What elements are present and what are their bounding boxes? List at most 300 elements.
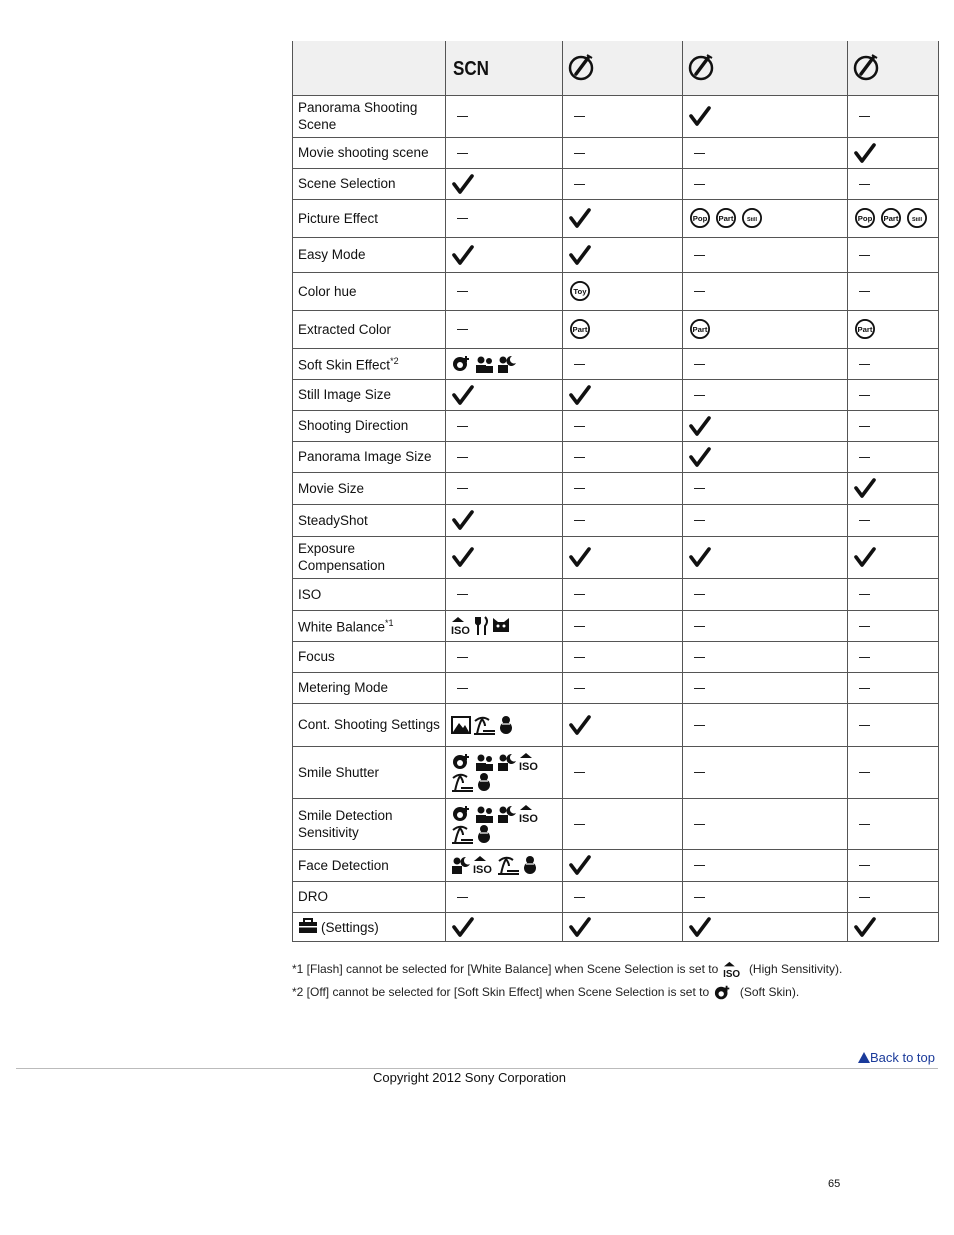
table-row xyxy=(293,849,939,881)
toy-effect-icon xyxy=(568,281,592,301)
twilight-portrait-icon xyxy=(475,354,495,374)
availability-cell xyxy=(848,672,939,703)
dash-mark xyxy=(574,184,585,185)
dash-mark xyxy=(859,626,870,627)
dash-mark xyxy=(859,395,870,396)
availability-cell xyxy=(683,410,848,441)
row-label: Metering Mode xyxy=(293,672,446,703)
dash-mark xyxy=(457,594,468,595)
still-effect-icon xyxy=(740,208,764,228)
availability-cell xyxy=(848,237,939,272)
dash-mark xyxy=(574,626,585,627)
row-label: Soft Skin Effect$^{*2}$ xyxy=(293,348,446,379)
part-effect-icon xyxy=(853,319,877,339)
svg-text:Part: Part xyxy=(857,325,873,335)
check-icon xyxy=(688,105,712,127)
availability-cell xyxy=(683,237,848,272)
svg-text:Still: Still xyxy=(912,217,922,224)
check-icon xyxy=(451,384,475,406)
svg-text:Part: Part xyxy=(883,214,899,224)
picture-effect-icon xyxy=(853,53,881,81)
dash-mark xyxy=(457,153,468,154)
svg-text:ISO: ISO xyxy=(519,761,538,773)
dash-mark xyxy=(574,688,585,689)
availability-cell xyxy=(446,849,563,881)
dash-mark xyxy=(574,824,585,825)
header-picture-effect-cell xyxy=(683,41,848,95)
copyright: Copyright 2012 Sony Corporation xyxy=(373,1070,566,1085)
check-icon xyxy=(568,244,592,266)
row-label: (Settings) xyxy=(293,912,446,941)
iso-icon xyxy=(519,804,541,824)
table-row xyxy=(293,137,939,168)
availability-cell xyxy=(683,199,848,237)
dash-mark xyxy=(694,291,705,292)
night-portrait-icon xyxy=(497,752,517,772)
table-row xyxy=(293,168,939,199)
pet-icon xyxy=(491,616,511,636)
dash-mark xyxy=(694,488,705,489)
dash-mark xyxy=(694,395,705,396)
up-arrow-icon xyxy=(858,1052,870,1063)
soft-skin-icon xyxy=(451,804,473,824)
part-effect-icon xyxy=(879,208,903,228)
dash-mark xyxy=(574,657,585,658)
table-row xyxy=(293,703,939,746)
table-row xyxy=(293,798,939,849)
dash-mark xyxy=(859,426,870,427)
availability-cell xyxy=(446,137,563,168)
row-label: Shooting Direction xyxy=(293,410,446,441)
table-row xyxy=(293,95,939,137)
svg-text:Still: Still xyxy=(747,217,757,224)
dash-mark xyxy=(694,824,705,825)
availability-cell xyxy=(446,199,563,237)
table-row xyxy=(293,348,939,379)
availability-cell xyxy=(446,641,563,672)
availability-cell xyxy=(446,168,563,199)
part-effect-icon xyxy=(714,208,738,228)
availability-cell xyxy=(683,536,848,578)
night-portrait-icon xyxy=(497,804,517,824)
dash-mark xyxy=(694,153,705,154)
dash-mark xyxy=(457,688,468,689)
soft-skin-icon xyxy=(451,354,473,374)
availability-cell xyxy=(848,410,939,441)
dash-mark xyxy=(574,520,585,521)
dash-mark xyxy=(694,865,705,866)
dash-mark xyxy=(694,594,705,595)
availability-cell xyxy=(848,504,939,536)
availability-cell xyxy=(446,672,563,703)
availability-cell xyxy=(848,849,939,881)
dash-mark xyxy=(694,255,705,256)
availability-cell xyxy=(683,348,848,379)
availability-cell xyxy=(563,641,683,672)
dash-mark xyxy=(859,897,870,898)
availability-cell xyxy=(848,199,939,237)
svg-text:ISO: ISO xyxy=(451,624,470,637)
check-icon xyxy=(568,714,592,736)
availability-cell xyxy=(446,578,563,610)
dash-mark xyxy=(859,520,870,521)
dash-mark xyxy=(694,657,705,658)
back-to-top-link[interactable]: Back to top xyxy=(858,1050,935,1065)
availability-cell xyxy=(848,95,939,137)
availability-cell xyxy=(848,881,939,912)
check-icon xyxy=(688,446,712,468)
iso-icon xyxy=(519,752,541,772)
function-availability-table xyxy=(292,41,939,942)
check-icon xyxy=(853,142,877,164)
availability-cell xyxy=(683,578,848,610)
beach-icon xyxy=(497,855,521,875)
divider xyxy=(16,1068,938,1069)
availability-cell xyxy=(563,798,683,849)
dash-mark xyxy=(457,218,468,219)
availability-cell xyxy=(446,237,563,272)
part-effect-icon xyxy=(568,319,592,339)
availability-cell xyxy=(563,272,683,310)
svg-text:SCN: SCN xyxy=(453,57,489,80)
availability-cell xyxy=(563,672,683,703)
svg-text:ISO: ISO xyxy=(473,864,492,876)
availability-cell xyxy=(563,237,683,272)
table-header-row xyxy=(293,41,939,95)
snow-icon xyxy=(523,855,537,875)
night-portrait-icon xyxy=(497,354,517,374)
iso-icon xyxy=(473,855,495,875)
soft-skin-icon xyxy=(451,752,473,772)
dash-mark xyxy=(859,116,870,117)
availability-cell xyxy=(848,536,939,578)
pop-effect-icon xyxy=(853,208,877,228)
availability-cell xyxy=(446,472,563,504)
availability-cell xyxy=(683,310,848,348)
table-row xyxy=(293,441,939,472)
dash-mark xyxy=(457,897,468,898)
availability-cell xyxy=(848,310,939,348)
check-icon xyxy=(568,916,592,938)
dash-mark xyxy=(694,688,705,689)
row-label: Easy Mode xyxy=(293,237,446,272)
check-icon xyxy=(568,384,592,406)
row-label: Movie Size xyxy=(293,472,446,504)
dash-mark xyxy=(457,426,468,427)
availability-cell xyxy=(563,536,683,578)
row-label: White Balance$^{*1}$ xyxy=(293,610,446,641)
header-scn-cell xyxy=(446,41,563,95)
availability-cell xyxy=(683,504,848,536)
dash-mark xyxy=(457,291,468,292)
footnote-1: *1 [Flash] cannot be selected for [White Balance] when Scene Selection is set to ISO (High Sensitivity). xyxy=(292,962,843,981)
row-label: Picture Effect xyxy=(293,199,446,237)
pop-effect-icon xyxy=(688,208,712,228)
check-icon xyxy=(853,546,877,568)
availability-cell xyxy=(683,881,848,912)
header-blank-cell xyxy=(293,41,446,95)
table-row xyxy=(293,199,939,237)
check-icon xyxy=(568,854,592,876)
availability-cell xyxy=(848,348,939,379)
table-row xyxy=(293,912,939,941)
availability-cell xyxy=(446,348,563,379)
availability-cell xyxy=(446,610,563,641)
table-row xyxy=(293,272,939,310)
dash-mark xyxy=(694,520,705,521)
row-label: Panorama Image Size xyxy=(293,441,446,472)
availability-cell xyxy=(446,410,563,441)
dash-mark xyxy=(859,688,870,689)
availability-cell xyxy=(683,272,848,310)
availability-cell xyxy=(446,310,563,348)
snow-icon xyxy=(499,715,513,735)
svg-text:ISO: ISO xyxy=(519,812,538,825)
row-label: ISO xyxy=(293,578,446,610)
check-icon xyxy=(451,546,475,568)
check-icon xyxy=(451,244,475,266)
availability-cell xyxy=(446,881,563,912)
table-row xyxy=(293,672,939,703)
availability-cell xyxy=(563,199,683,237)
soft-skin-icon xyxy=(712,984,734,1002)
availability-cell xyxy=(563,310,683,348)
availability-cell xyxy=(683,641,848,672)
dash-mark xyxy=(859,725,870,726)
dash-mark xyxy=(574,153,585,154)
check-icon xyxy=(688,916,712,938)
dash-mark xyxy=(859,657,870,658)
dash-mark xyxy=(457,329,468,330)
availability-cell xyxy=(563,703,683,746)
table-row xyxy=(293,746,939,798)
availability-cell xyxy=(446,441,563,472)
availability-cell xyxy=(446,272,563,310)
dash-mark xyxy=(694,364,705,365)
row-label: Cont. Shooting Settings xyxy=(293,703,446,746)
snow-icon xyxy=(477,772,491,792)
softskin-icon xyxy=(712,985,736,999)
availability-cell xyxy=(848,441,939,472)
availability-cell xyxy=(563,912,683,941)
availability-cell xyxy=(683,441,848,472)
beach-icon xyxy=(451,824,475,844)
dash-mark xyxy=(457,657,468,658)
svg-text:Pop: Pop xyxy=(692,214,708,224)
check-icon xyxy=(451,916,475,938)
night-portrait-icon xyxy=(451,855,471,875)
still-effect-icon xyxy=(905,208,929,228)
check-icon xyxy=(568,207,592,229)
dash-mark xyxy=(694,184,705,185)
toolbox-icon xyxy=(298,918,318,934)
availability-cell xyxy=(683,472,848,504)
table-row xyxy=(293,237,939,272)
svg-text:Pop: Pop xyxy=(857,214,873,224)
table-row xyxy=(293,536,939,578)
availability-cell xyxy=(848,137,939,168)
table-row xyxy=(293,410,939,441)
footnote-2: *2 [Off] cannot be selected for [Soft Skin Effect] when Scene Selection is set to (Soft Skin). xyxy=(292,984,799,1002)
dash-mark xyxy=(859,824,870,825)
header-picture-effect-cell xyxy=(563,41,683,95)
picture-effect-icon xyxy=(688,53,716,81)
availability-cell xyxy=(563,849,683,881)
availability-cell xyxy=(446,746,563,798)
twilight-portrait-icon xyxy=(475,752,495,772)
check-icon xyxy=(451,173,475,195)
dash-mark xyxy=(859,184,870,185)
table-row xyxy=(293,641,939,672)
dash-mark xyxy=(694,897,705,898)
scn-icon xyxy=(451,54,491,80)
dash-mark xyxy=(859,364,870,365)
dash-mark xyxy=(859,772,870,773)
dash-mark xyxy=(859,865,870,866)
check-icon xyxy=(451,509,475,531)
beach-icon xyxy=(473,715,497,735)
row-label: Movie shooting scene xyxy=(293,137,446,168)
availability-cell xyxy=(848,798,939,849)
svg-text:Toy: Toy xyxy=(573,287,587,297)
dash-mark xyxy=(694,626,705,627)
table-row xyxy=(293,379,939,410)
row-label: Still Image Size xyxy=(293,379,446,410)
dash-mark xyxy=(574,772,585,773)
availability-cell xyxy=(446,504,563,536)
dash-mark xyxy=(859,255,870,256)
row-label: Smile Detection Sensitivity xyxy=(293,798,446,849)
availability-cell xyxy=(563,410,683,441)
availability-cell xyxy=(563,137,683,168)
row-label: Color hue xyxy=(293,272,446,310)
availability-cell xyxy=(683,379,848,410)
row-label: Panorama Shooting Scene xyxy=(293,95,446,137)
check-icon xyxy=(568,546,592,568)
part-effect-icon xyxy=(688,319,712,339)
twilight-portrait-icon xyxy=(475,804,495,824)
page-number: 65 xyxy=(828,1178,841,1190)
svg-text:Part: Part xyxy=(692,325,708,335)
dash-mark xyxy=(694,725,705,726)
dash-mark xyxy=(574,116,585,117)
dash-mark xyxy=(694,772,705,773)
check-icon xyxy=(688,415,712,437)
table-row xyxy=(293,310,939,348)
availability-cell xyxy=(563,746,683,798)
row-label: DRO xyxy=(293,881,446,912)
beach-icon xyxy=(451,772,475,792)
availability-cell xyxy=(683,168,848,199)
availability-cell xyxy=(446,912,563,941)
table-row xyxy=(293,610,939,641)
availability-cell xyxy=(683,610,848,641)
availability-cell xyxy=(563,95,683,137)
svg-text:Part: Part xyxy=(718,214,734,224)
availability-cell xyxy=(683,703,848,746)
availability-cell xyxy=(446,798,563,849)
availability-cell xyxy=(683,798,848,849)
row-label: Extracted Color xyxy=(293,310,446,348)
availability-cell xyxy=(563,441,683,472)
availability-cell xyxy=(446,703,563,746)
availability-cell xyxy=(563,504,683,536)
availability-cell xyxy=(683,672,848,703)
availability-cell xyxy=(683,849,848,881)
table-row xyxy=(293,881,939,912)
availability-cell xyxy=(848,168,939,199)
availability-cell xyxy=(563,610,683,641)
availability-cell xyxy=(848,641,939,672)
dash-mark xyxy=(457,457,468,458)
availability-cell xyxy=(848,703,939,746)
availability-cell xyxy=(848,272,939,310)
availability-cell xyxy=(683,746,848,798)
dash-mark xyxy=(574,897,585,898)
row-label: Focus xyxy=(293,641,446,672)
iso-icon xyxy=(451,616,473,636)
availability-cell xyxy=(683,137,848,168)
header-picture-effect-cell xyxy=(848,41,939,95)
availability-cell xyxy=(563,379,683,410)
table-row xyxy=(293,472,939,504)
row-label: Exposure Compensation xyxy=(293,536,446,578)
row-label: Scene Selection xyxy=(293,168,446,199)
dash-mark xyxy=(457,488,468,489)
table-row xyxy=(293,504,939,536)
dash-mark xyxy=(574,426,585,427)
check-icon xyxy=(688,546,712,568)
gourmet-icon xyxy=(475,616,489,636)
availability-cell xyxy=(848,912,939,941)
dash-mark xyxy=(574,364,585,365)
availability-cell xyxy=(563,881,683,912)
row-label: Face Detection xyxy=(293,849,446,881)
picture-effect-icon xyxy=(568,53,596,81)
dash-mark xyxy=(574,488,585,489)
dash-mark xyxy=(859,457,870,458)
availability-cell xyxy=(683,95,848,137)
iso-icon xyxy=(722,962,746,981)
availability-cell xyxy=(848,578,939,610)
availability-cell xyxy=(683,912,848,941)
availability-cell xyxy=(446,536,563,578)
availability-cell xyxy=(563,472,683,504)
dash-mark xyxy=(574,457,585,458)
check-icon xyxy=(853,916,877,938)
dash-mark xyxy=(457,116,468,117)
availability-cell xyxy=(848,379,939,410)
landscape-icon xyxy=(451,715,471,735)
dash-mark xyxy=(574,594,585,595)
availability-cell xyxy=(848,746,939,798)
availability-cell xyxy=(848,610,939,641)
availability-cell xyxy=(848,472,939,504)
availability-cell xyxy=(563,168,683,199)
check-icon xyxy=(853,477,877,499)
row-label: Smile Shutter xyxy=(293,746,446,798)
table-row xyxy=(293,578,939,610)
availability-cell xyxy=(563,578,683,610)
svg-text:Part: Part xyxy=(572,325,588,335)
iso-icon xyxy=(722,961,744,979)
snow-icon xyxy=(477,824,491,844)
svg-text:ISO: ISO xyxy=(722,969,740,981)
dash-mark xyxy=(859,291,870,292)
availability-cell xyxy=(563,348,683,379)
dash-mark xyxy=(859,594,870,595)
availability-cell xyxy=(446,379,563,410)
